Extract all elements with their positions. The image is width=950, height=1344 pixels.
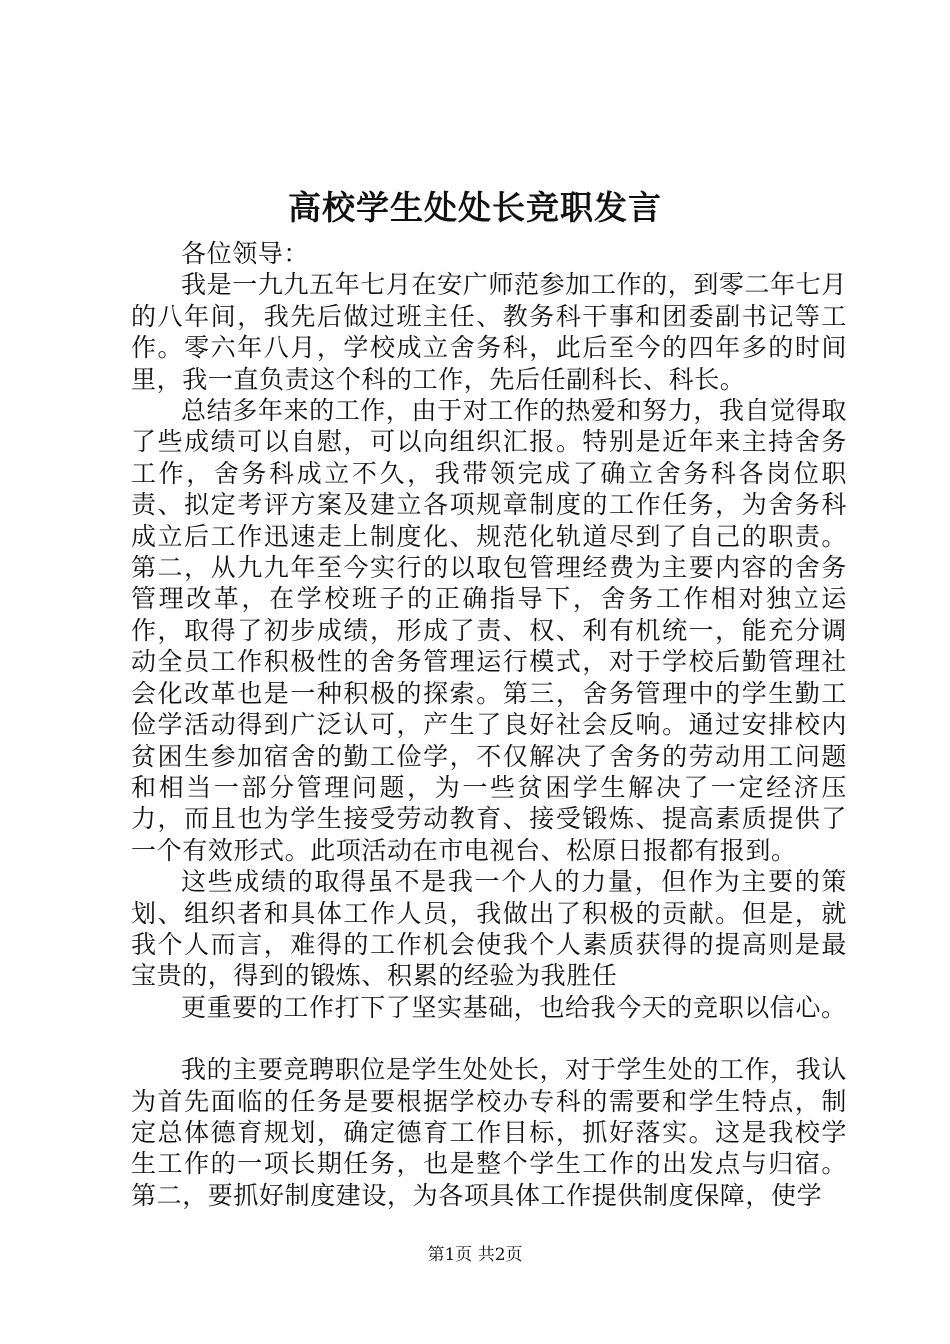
paragraph-3: 这些成绩的取得虽不是我一个人的力量，但作为主要的策划、组织者和具体工作人员，我做出了积极的贡献。但是，就我个人而言，难得的工作机会使我个人素质获得的提高则是最宝贵的，得到的锻炼、积累的经验为我胜任 [131,867,847,991]
document-title: 高校学生处处长竞职发言 [288,188,662,227]
page-footer: 第1页 共2页 [427,1245,523,1265]
paragraph-1: 我是一九九五年七月在安广师范参加工作的，到零二年七月的八年间，我先后做过班主任、教务科干事和团委副书记等工作。零六年八月，学校成立舍务科，此后至今的四年多的时间里，我一直负责这个科的工作，先后任副科长、科长。 [131,270,847,394]
salutation: 各位领导： [181,239,310,268]
document-body [131,238,847,1211]
paragraph-2: 总结多年来的工作，由于对工作的热爱和努力，我自觉得取了些成绩可以自慰，可以向组织汇报。特别是近年来主持舍务工作，舍务科成立不久，我带领完成了确立舍务科各岗位职责、拟定考评方案及建立各项规章制度的工作任务，为舍务科成立后工作迅速走上制度化、规范化轨道尽到了自己的职责。第二，从九九年至今实行的以取包管理经费为主要内容的舍务管理改革，在学校班子的正确指导下，舍务工作相对独立运作，取得了初步成绩，形成了责、权、利有机统一，能充分调动全员工作积极性的舍务管理运行模式，对于学校后勤管理社会化改革也是一种积极的探索。第三，舍务管理中的学生勤工俭学活动得到广泛认可，产生了良好社会反响。通过安排校内贫困生参加宿舍的勤工俭学，不仅解决了舍务的劳动用工问题和相当一部分管理问题，为一些贫困学生解决了一定经济压力，而且也为学生接受劳动教育、接受锻炼、提高素质提供了一个有效形式。此项活动在市电视台、松原日报都有报到。 [131,396,847,865]
paragraph-gap [131,1023,847,1054]
paragraph-5: 我的主要竞聘职位是学生处处长，对于学生处的工作，我认为首先面临的任务是要根据学校办专科的需要和学生特点，制定总体德育规划，确定德育工作目标，抓好落实。这是我校学生工作的一项长期任务，也是整个学生工作的出发点与归宿。第二，要抓好制度建设，为各项具体工作提供制度保障，使学 [131,1055,847,1210]
paragraph-4: 更重要的工作打下了坚实基础，也给我今天的竞职以信心。 [181,992,847,1022]
